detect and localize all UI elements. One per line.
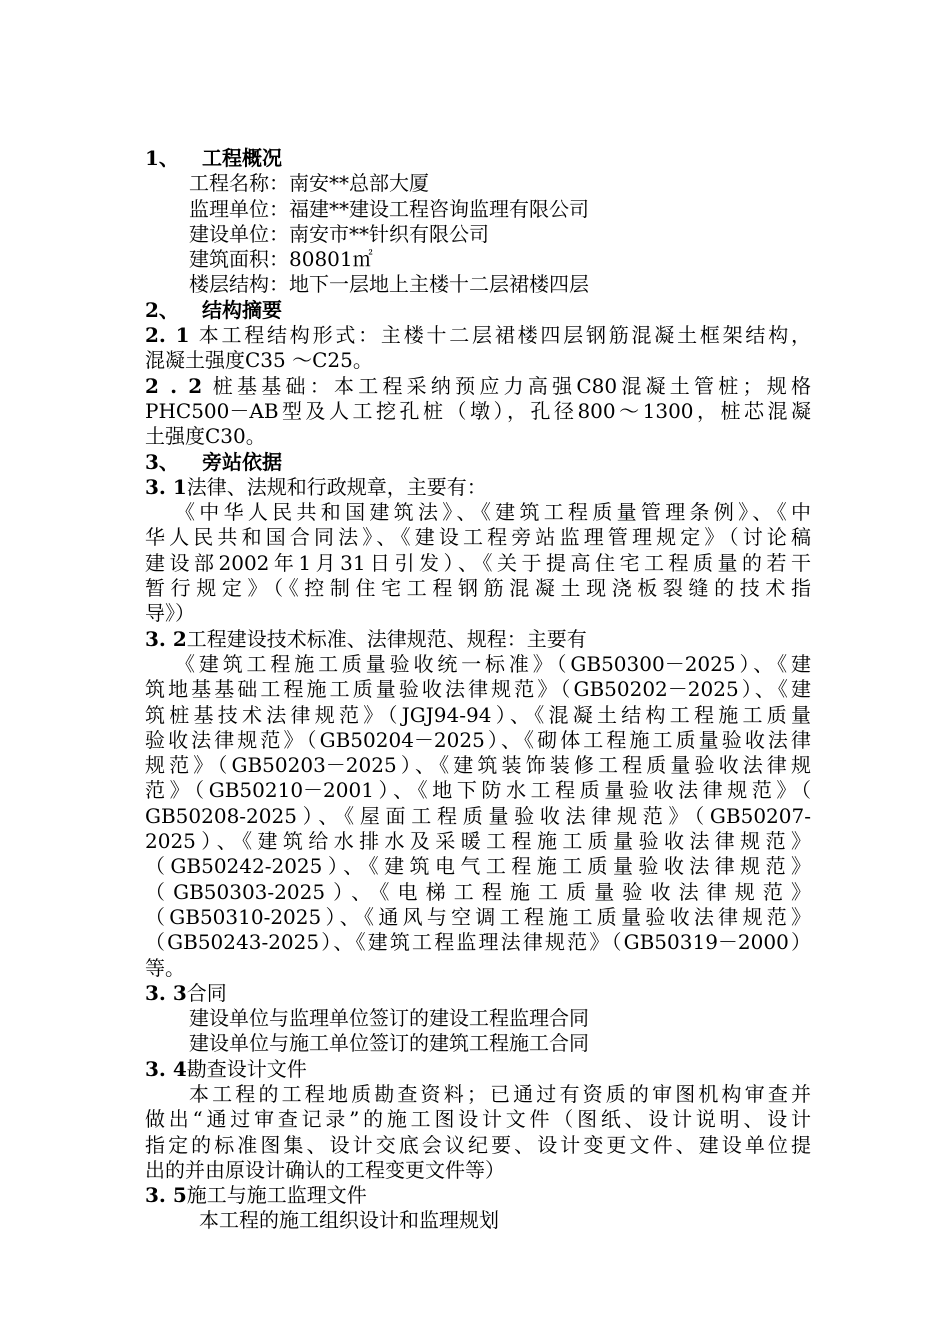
section-number: 1、 xyxy=(145,146,179,170)
paragraph-line: （GB50242-2025）、《建筑电气工程施工质量验收法律规范》 xyxy=(145,854,811,879)
subsection-number: 3. 3 xyxy=(145,980,187,1005)
subsection-number: 3. 2 xyxy=(145,626,187,651)
paragraph-line: 本工程的施工组织设计和监理规划 xyxy=(199,1208,499,1233)
paragraph-line: 筑桩基技术法律规范》（JGJ94-94）、《混凝土结构工程施工质量 xyxy=(145,702,811,727)
paragraph-number: 2. 1 xyxy=(145,323,190,348)
subsection-number: 3. 1 xyxy=(145,474,187,499)
section-heading-1 xyxy=(145,146,811,171)
paragraph-line: 建设部2002年1月31日引发）、《关于提高住宅工程质量的若干 xyxy=(145,550,811,575)
contract-item: 建设单位与施工单位签订的建筑工程施工合同 xyxy=(189,1031,589,1056)
paragraph-line: 《中华人民共和国建筑法》、《建筑工程质量管理条例》、《中 xyxy=(175,500,811,525)
section-title: 结构摘要 xyxy=(202,297,282,322)
paragraph-line: 本工程的工程地质勘查资料；已通过有资质的审图机构审查并 xyxy=(189,1081,811,1106)
contract-item: 建设单位与监理单位签订的建设工程监理合同 xyxy=(189,1006,589,1031)
paragraph-line: PHC500－AB型及人工挖孔桩（墩），孔径800～1300，桩芯混凝 xyxy=(145,398,811,423)
paragraph-line: 指定的标准图集、设计交底会议纪要、设计变更文件、建设单位提 xyxy=(145,1132,811,1157)
section-heading-3 xyxy=(145,450,811,475)
construction-unit: 建设单位：南安市**针织有限公司 xyxy=(189,221,489,246)
subsection-heading: 3. 1法律、法规和行政规章，主要有： xyxy=(145,474,487,499)
section-title: 旁站依据 xyxy=(202,449,282,474)
paragraph-line: GB50208-2025）、《屋面工程质量验收法律规范》（GB50207- xyxy=(145,803,811,828)
paragraph-line: 导》） xyxy=(145,601,195,626)
paragraph-line: 做出“通过审查记录”的施工图设计文件（图纸、设计说明、设计 xyxy=(145,1107,811,1132)
paragraph-line: 2. 1 本工程结构形式：主楼十二层裙楼四层钢筋混凝土框架结构， xyxy=(145,323,811,348)
paragraph-line: 土强度C30。 xyxy=(145,424,266,449)
paragraph-line: 筑地基基础工程施工质量验收法律规范》（GB50202－2025）、《建 xyxy=(145,677,811,702)
project-name: 工程名称：南安**总部大厦 xyxy=(189,171,429,196)
section-number: 2、 xyxy=(145,297,179,322)
paragraph-line: 出的并由原设计确认的工程变更文件等） xyxy=(145,1157,505,1182)
paragraph-line: 2 . 2 桩基基础：本工程采纳预应力高强C80混凝土管桩；规格 xyxy=(145,373,811,398)
paragraph-line: 规范》（GB50203－2025）、《建筑装饰装修工程质量验收法律规 xyxy=(145,753,811,778)
section-title: 工程概况 xyxy=(202,146,282,170)
subsection-number: 3. 4 xyxy=(145,1056,187,1081)
subsection-heading: 3. 2工程建设技术标准、法律规范、规程：主要有 xyxy=(145,626,587,651)
paragraph-line: 验收法律规范》（GB50204－2025）、《砌体工程施工质量验收法律 xyxy=(145,727,811,752)
paragraph-line: 华人民共和国合同法》、《建设工程旁站监理管理规定》（讨论稿 xyxy=(145,525,811,550)
floor-structure: 楼层结构：地下一层地上主楼十二层裙楼四层 xyxy=(189,272,589,297)
paragraph-line: 暂行规定》（《控制住宅工程钢筋混凝土现浇板裂缝的技术指 xyxy=(145,576,811,601)
subsection-heading: 3. 3合同 xyxy=(145,980,227,1005)
paragraph-line: （GB50303-2025）、《电梯工程施工质量验收法律规范》 xyxy=(145,879,811,904)
building-area: 建筑面积：80801㎡ xyxy=(189,247,373,272)
subsection-heading: 3. 4勘查设计文件 xyxy=(145,1056,307,1081)
paragraph-line: 范》（GB50210－2001）、《地下防水工程质量验收法律规范》（ xyxy=(145,778,811,803)
section-number: 3、 xyxy=(145,449,179,474)
paragraph-line: 等。 xyxy=(145,955,185,980)
paragraph-line: 《建筑工程施工质量验收统一标准》（GB50300－2025）、《建 xyxy=(175,651,811,676)
section-heading-2 xyxy=(145,298,811,323)
supervision-unit: 监理单位：福建**建设工程咨询监理有限公司 xyxy=(189,196,589,221)
paragraph-number: 2 . 2 xyxy=(145,373,203,398)
paragraph-line: 混凝土强度C35 ～C25。 xyxy=(145,348,373,373)
paragraph-line: （GB50243-2025）、《建筑工程监理法律规范》（GB50319－2000） xyxy=(145,930,811,955)
paragraph-line: 2025）、《建筑给水排水及采暖工程施工质量验收法律规范》 xyxy=(145,829,811,854)
subsection-heading: 3. 5施工与施工监理文件 xyxy=(145,1183,367,1208)
subsection-number: 3. 5 xyxy=(145,1183,187,1208)
paragraph-line: （GB50310-2025）、《通风与空调工程施工质量验收法律规范》 xyxy=(145,904,811,929)
document-body xyxy=(145,146,811,1234)
